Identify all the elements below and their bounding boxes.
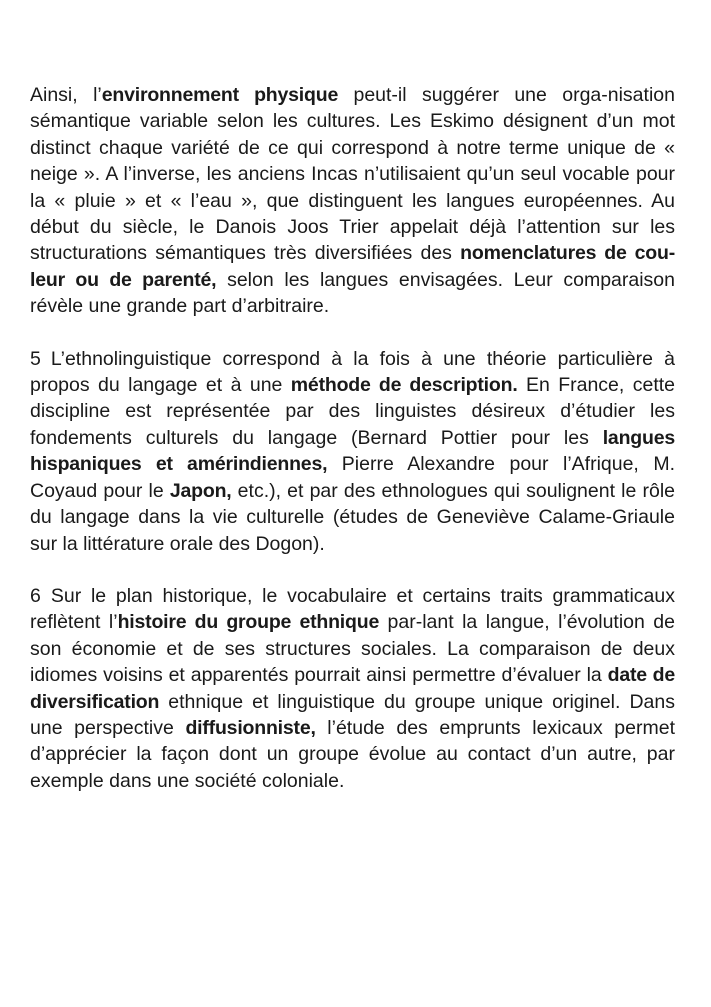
text-run: L’ethnolinguistique correspond à la fois à une théorie particulière à propos du langage et à une bbox=[30, 347, 675, 397]
paragraph-number: 5 bbox=[30, 347, 41, 370]
text-run: En France, cette discipline est représentée par des linguistes désireux d’étudier les fondements culturels du langage (Bernard Pottier pour les bbox=[30, 374, 675, 449]
text-run: etc.), et par des ethnologues qui soulignent le rôle du langage dans la vie culturelle (études de Geneviève Calame-Griaule sur la littérature orale des Dogon). bbox=[30, 479, 675, 555]
bold-term: Japon, bbox=[169, 479, 232, 502]
bold-term: langues hispaniques et amérindiennes, bbox=[30, 426, 675, 476]
paragraph-environnement bbox=[30, 82, 675, 320]
text-run: ethnique et linguistique du groupe unique originel. Dans une perspective bbox=[30, 690, 675, 739]
bold-term: environnement physique bbox=[101, 84, 339, 106]
text-run: Sur le plan historique, le vocabulaire et certains traits grammaticaux reflètent l’ bbox=[30, 584, 675, 634]
paragraph-6 bbox=[30, 583, 675, 794]
document-page bbox=[30, 82, 675, 794]
text-run: selon les langues envisagées. Leur comparaison révèle une grande part d’arbitraire. bbox=[30, 268, 675, 318]
bold-term: date de diversification bbox=[30, 664, 676, 713]
text-run: Pierre Alexandre pour l’Afrique, M. Coyaud pour le bbox=[30, 453, 675, 502]
text-run: Ainsi, l’ bbox=[30, 84, 102, 106]
text-run: par-lant la langue, l’évolution de son économie et de ses structures sociales. La comparaison de deux idiomes voisins et apparentés pourrait ainsi permettre d’évaluer la bbox=[30, 611, 675, 687]
paragraph-5 bbox=[30, 346, 675, 557]
bold-term: histoire du groupe ethnique bbox=[117, 611, 380, 634]
text-run: l’étude des emprunts lexicaux permet d’apprécier la façon dont un groupe évolue au contact d’un autre, par exemple dans une société coloniale. bbox=[30, 716, 675, 792]
text-run: peut-il suggérer une orga-nisation sémantique variable selon les cultures. Les Eskimo désignent d’un mot distinct chaque variété de ce qui correspond à notre terme unique de « neige ». A l’inverse, les anciens Incas n’utilisaient qu’un seul vocable pour la « pluie » et « l’eau », que distinguent les langues européennes. Au début du siècle, le Danois Joos Trier appelait déjà l’attention sur les structurations sémantiques très diversifiées des bbox=[30, 84, 675, 265]
bold-term: nomenclatures de cou-leur ou de parenté, bbox=[30, 242, 676, 291]
bold-term: diffusionniste, bbox=[185, 716, 316, 739]
bold-term: méthode de description. bbox=[290, 374, 518, 397]
paragraph-number: 6 bbox=[30, 584, 41, 607]
